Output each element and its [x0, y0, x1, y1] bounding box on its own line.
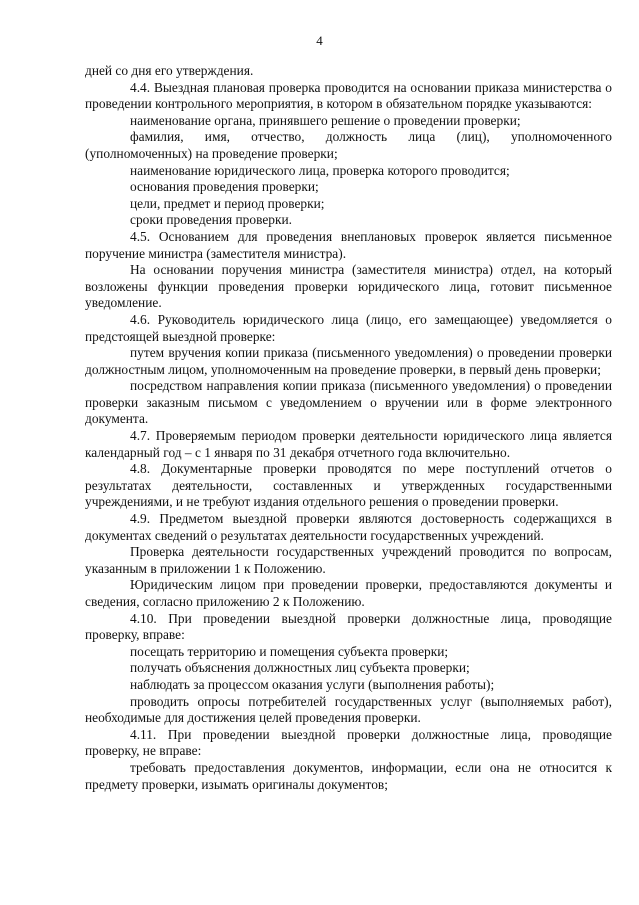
paragraph: основания проведения проверки;: [130, 179, 319, 195]
paragraph: 4.7. Проверяемым периодом проверки деятельности юридического лица является календарный год – с 1 января по 31 декабря отчетного года включительно.: [85, 428, 612, 460]
paragraph: 4.6. Руководитель юридического лица (лицо, его замещающее) уведомляется о предстоящей выездной проверке:: [85, 311, 612, 344]
paragraph: фамилия, имя, отчество, должность лица (лиц), уполномоченного (уполномоченных) на проведение проверки;: [85, 129, 612, 161]
paragraph: 4.10. При проведении выездной проверки должностные лица, проводящие проверку, вправе:: [85, 610, 612, 643]
paragraph: 4.4. Выездная плановая проверка проводится на основании приказа министерства о проведении контрольного мероприятия, в котором в обязательном порядке указываются:: [85, 79, 612, 112]
paragraph: дней со дня его утверждения.: [85, 63, 254, 78]
paragraph: получать объяснения должностных лиц субъекта проверки;: [130, 660, 470, 676]
paragraph: 4.9. Предметом выездной проверки являются достоверность содержащихся в документах сведений о результатах деятельности государственных учреждений.: [85, 511, 612, 543]
paragraph: 4.5. Основанием для проведения внеплановых проверок является письменное поручение министра (заместителя министра).: [85, 228, 612, 261]
paragraph: сроки проведения проверки.: [130, 212, 292, 228]
paragraph: наименование органа, принявшего решение о проведении проверки;: [130, 112, 521, 128]
paragraph: посредством направления копии приказа (письменного уведомления) о проведении проверки заказным письмом с уведомлением о вручении или в форме электронного документа.: [85, 378, 612, 427]
paragraph: путем вручения копии приказа (письменного уведомления) о проведении проверки должностным лицом, уполномоченным на проведение проверки, в первый день проверки;: [85, 345, 612, 377]
paragraph: Проверка деятельности государственных учреждений проводится по вопросам, указанным в приложении 1 к Положению.: [85, 544, 612, 576]
paragraph: посещать территорию и помещения субъекта проверки;: [130, 643, 449, 659]
paragraph: наименование юридического лица, проверка которого проводится;: [130, 162, 510, 178]
document-body: [85, 63, 612, 793]
paragraph: требовать предоставления документов, информации, если она не относится к предмету проверки, изымать оригиналы документов;: [85, 759, 612, 792]
paragraph: цели, предмет и период проверки;: [130, 195, 325, 211]
paragraph: проводить опросы потребителей государственных услуг (выполняемых работ), необходимые для достижения целей проведения проверки.: [85, 693, 612, 726]
paragraph: Юридическим лицом при проведении проверки, предоставляются документы и сведения, согласно приложению 2 к Положению.: [85, 577, 612, 609]
paragraph: 4.11. При проведении выездной проверки должностные лица, проводящие проверку, не вправе:: [85, 726, 612, 759]
page-number: 4: [316, 33, 323, 48]
paragraph: 4.8. Документарные проверки проводятся по мере поступлений отчетов о результатах деятельности, составленных и утвержденных государственными учреждениями, и не требуют издания отдельного решения о проведении проверки.: [85, 461, 612, 510]
paragraph: наблюдать за процессом оказания услуги (выполнения работы);: [130, 676, 495, 692]
paragraph: На основании поручения министра (заместителя министра) отдел, на который возложены функции проведения проверки юридического лица, готовит письменное уведомление.: [85, 262, 612, 311]
